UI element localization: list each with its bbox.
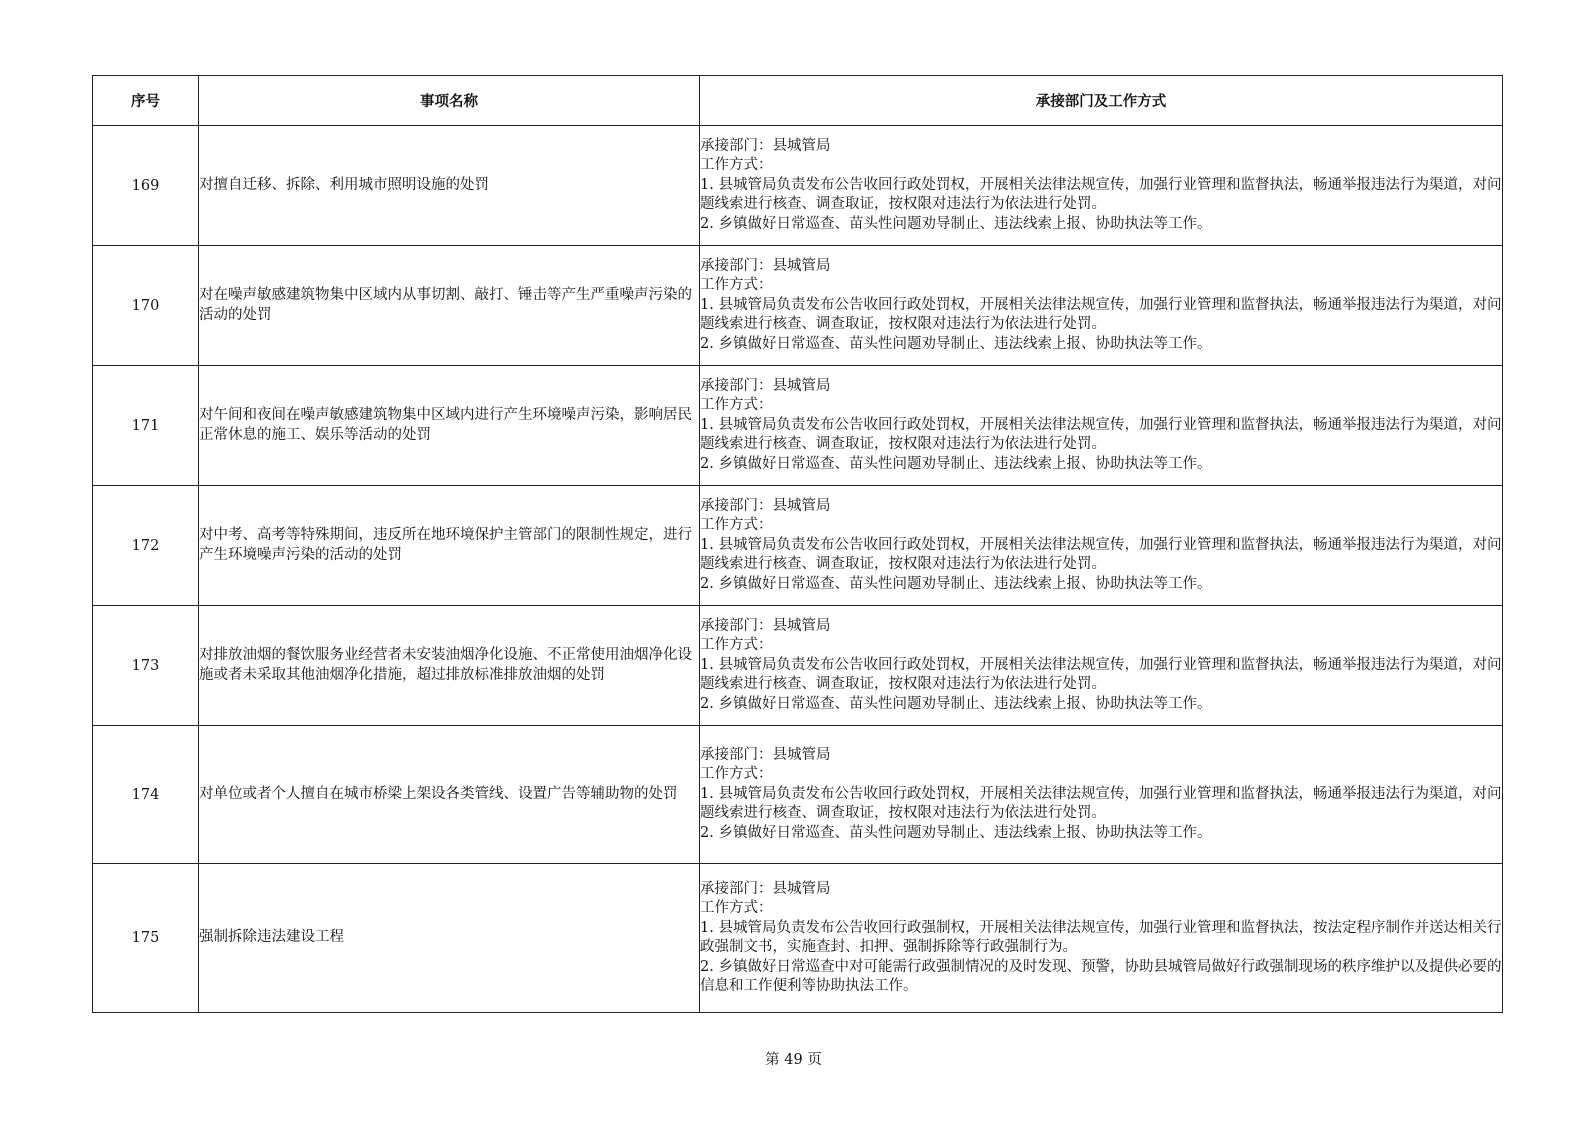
row-mode-label: 工作方式： (700, 766, 773, 783)
table-row (93, 606, 1503, 726)
table-row (93, 864, 1503, 1013)
row-mode-label: 工作方式： (700, 157, 773, 174)
row-dept: 承接部门：县城管局 (700, 257, 831, 274)
row-item-1: 1. 县城管局负责发布公告收回行政处罚权，开展相关法律法规宣传，加强行业管理和监督执法，畅通举报违法行为渠道，对问题线索进行核查、调查取证，按权限对违法行为依法进行处罚。 (700, 536, 1502, 573)
table-row (93, 126, 1503, 246)
row-item-name: 对午间和夜间在噪声敏感建筑物集中区域内进行产生环境噪声污染，影响居民正常休息的施工、娱乐等活动的处罚 (199, 366, 700, 486)
row-seq: 169 (93, 126, 199, 246)
row-seq: 171 (93, 366, 199, 486)
row-dept-method (700, 246, 1503, 366)
row-item-2: 2. 乡镇做好日常巡查、苗头性问题劝导制止、违法线索上报、协助执法等工作。 (700, 824, 1212, 841)
row-item-1: 1. 县城管局负责发布公告收回行政处罚权，开展相关法律法规宣传，加强行业管理和监督执法，畅通举报违法行为渠道，对问题线索进行核查、调查取证，按权限对违法行为依法进行处罚。 (700, 785, 1502, 822)
table-row (93, 366, 1503, 486)
row-seq: 174 (93, 726, 199, 864)
row-seq: 173 (93, 606, 199, 726)
row-mode-label: 工作方式： (700, 397, 773, 414)
row-dept: 承接部门：县城管局 (700, 377, 831, 394)
row-item-2: 2. 乡镇做好日常巡查中对可能需行政强制情况的及时发现、预警，协助县城管局做好行政强制现场的秩序维护以及提供必要的信息和工作便利等协助执法工作。 (700, 958, 1502, 994)
header-dept-method: 承接部门及工作方式 (700, 76, 1503, 126)
row-item-1: 1. 县城管局负责发布公告收回行政强制权，开展相关法律法规宣传，加强行业管理和监督执法，按法定程序制作并送达相关行政强制文书，实施查封、扣押、强制拆除等行政强制行为。 (700, 919, 1502, 955)
row-mode-label: 工作方式： (700, 900, 773, 916)
row-dept: 承接部门：县城管局 (700, 497, 831, 514)
row-item-1: 1. 县城管局负责发布公告收回行政处罚权，开展相关法律法规宣传，加强行业管理和监督执法，畅通举报违法行为渠道，对问题线索进行核查、调查取证，按权限对违法行为依法进行处罚。 (700, 296, 1502, 333)
row-item-2: 2. 乡镇做好日常巡查、苗头性问题劝导制止、违法线索上报、协助执法等工作。 (700, 695, 1212, 712)
table-row (93, 246, 1503, 366)
table-row (93, 726, 1503, 864)
row-item-1: 1. 县城管局负责发布公告收回行政处罚权，开展相关法律法规宣传，加强行业管理和监督执法，畅通举报违法行为渠道，对问题线索进行核查、调查取证，按权限对违法行为依法进行处罚。 (700, 176, 1502, 213)
row-item-2: 2. 乡镇做好日常巡查、苗头性问题劝导制止、违法线索上报、协助执法等工作。 (700, 575, 1212, 592)
row-dept: 承接部门：县城管局 (700, 137, 831, 154)
row-item-1: 1. 县城管局负责发布公告收回行政处罚权，开展相关法律法规宣传，加强行业管理和监督执法，畅通举报违法行为渠道，对问题线索进行核查、调查取证，按权限对违法行为依法进行处罚。 (700, 416, 1502, 453)
authority-table (92, 75, 1503, 1013)
row-item-2: 2. 乡镇做好日常巡查、苗头性问题劝导制止、违法线索上报、协助执法等工作。 (700, 455, 1212, 472)
row-mode-label: 工作方式： (700, 637, 773, 654)
row-item-name: 对在噪声敏感建筑物集中区域内从事切割、敲打、锤击等产生严重噪声污染的活动的处罚 (199, 246, 700, 366)
row-mode-label: 工作方式： (700, 517, 773, 534)
row-dept-method (700, 606, 1503, 726)
row-item-1: 1. 县城管局负责发布公告收回行政处罚权，开展相关法律法规宣传，加强行业管理和监督执法，畅通举报违法行为渠道，对问题线索进行核查、调查取证，按权限对违法行为依法进行处罚。 (700, 656, 1502, 693)
row-item-name: 强制拆除违法建设工程 (199, 864, 700, 1013)
row-dept: 承接部门：县城管局 (700, 617, 831, 634)
row-item-name: 对擅自迁移、拆除、利用城市照明设施的处罚 (199, 126, 700, 246)
row-item-2: 2. 乡镇做好日常巡查、苗头性问题劝导制止、违法线索上报、协助执法等工作。 (700, 215, 1212, 232)
row-mode-label: 工作方式： (700, 277, 773, 294)
table-row (93, 486, 1503, 606)
row-dept: 承接部门：县城管局 (700, 880, 831, 897)
header-item-name: 事项名称 (199, 76, 700, 126)
row-seq: 170 (93, 246, 199, 366)
row-item-2: 2. 乡镇做好日常巡查、苗头性问题劝导制止、违法线索上报、协助执法等工作。 (700, 335, 1212, 352)
row-dept-method (700, 126, 1503, 246)
row-item-name: 对单位或者个人擅自在城市桥梁上架设各类管线、设置广告等辅助物的处罚 (199, 726, 700, 864)
table-header-row (93, 76, 1503, 126)
row-dept-method (700, 864, 1503, 1013)
row-dept: 承接部门：县城管局 (700, 746, 831, 763)
row-seq: 172 (93, 486, 199, 606)
row-seq: 175 (93, 864, 199, 1013)
header-seq: 序号 (93, 76, 199, 126)
row-item-name: 对排放油烟的餐饮服务业经营者未安装油烟净化设施、不正常使用油烟净化设施或者未采取其他油烟净化措施，超过排放标准排放油烟的处罚 (199, 606, 700, 726)
row-dept-method (700, 726, 1503, 864)
row-item-name: 对中考、高考等特殊期间，违反所在地环境保护主管部门的限制性规定，进行产生环境噪声污染的活动的处罚 (199, 486, 700, 606)
row-dept-method (700, 366, 1503, 486)
page-number: 第 49 页 (765, 1052, 822, 1068)
row-dept-method (700, 486, 1503, 606)
